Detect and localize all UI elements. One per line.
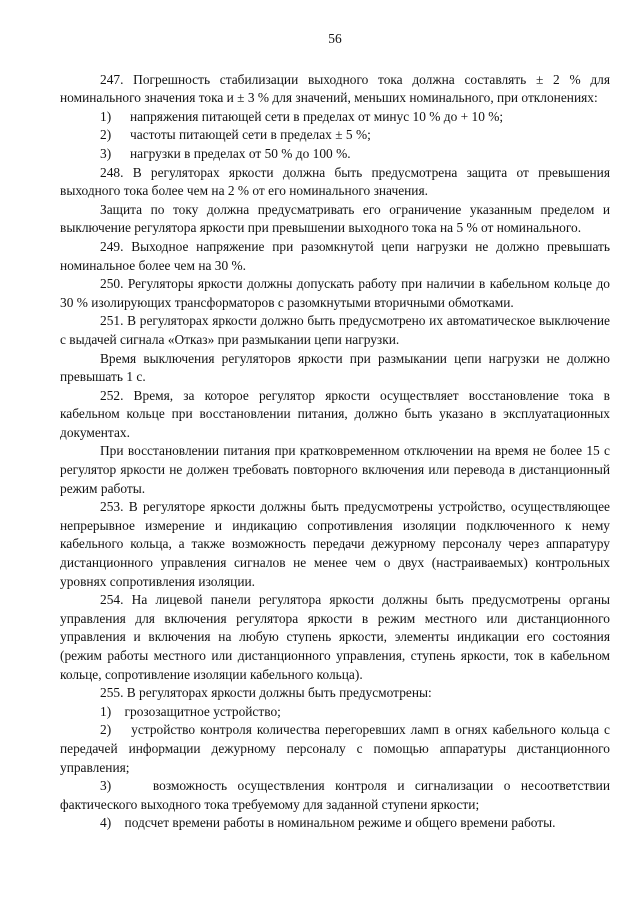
paragraph-253: 253. В регуляторе яркости должны быть предусмотрены устройство, осуществляющее непрерывное измерение и индикацию сопротивления изоляции подключенного к нему кабельного кольца, а также возможность передачи дежурному персоналу через аппаратуру дистанционного управления сигналов не менее чем о двух (настраиваемых) контрольных уровнях сопротивления изоляции. bbox=[60, 499, 610, 589]
list-item bbox=[60, 777, 610, 814]
document-page bbox=[60, 30, 610, 833]
list-item-text: грозозащитное устройство; bbox=[124, 703, 281, 719]
list-item bbox=[60, 814, 610, 833]
paragraph-247: 247. Погрешность стабилизации выходного тока должна составлять ± 2 % для номинального значения тока и ± 3 % для значений, меньших номинального, при отклонениях: bbox=[60, 71, 610, 106]
paragraph-248: 248. В регуляторах яркости должна быть предусмотрена защита от превышения выходного тока более чем на 2 % от его номинального значения. bbox=[60, 164, 610, 199]
list-item bbox=[60, 721, 610, 777]
paragraph-251-continued: Время выключения регуляторов яркости при размыкании цепи нагрузки не должно превышать 1 с. bbox=[60, 350, 610, 385]
list-item bbox=[60, 126, 610, 145]
list-item-number: 2) bbox=[100, 127, 112, 143]
list-item-text: напряжения питающей сети в пределах от минус 10 % до + 10 %; bbox=[130, 108, 504, 124]
list-item-text: устройство контроля количества перегоревших ламп в огнях кабельного кольца с передачей информации дежурному персоналу с помощью аппаратуры дистанционного управления; bbox=[60, 722, 611, 775]
paragraph-251: 251. В регуляторах яркости должно быть предусмотрено их автоматическое выключение с выдачей сигнала «Отказ» при размыкании цепи нагрузки. bbox=[60, 313, 610, 347]
list-item bbox=[60, 108, 610, 127]
list-item-text: подсчет времени работы в номинальном режиме и общего времени работы. bbox=[124, 815, 556, 831]
list-item-number: 1) bbox=[100, 703, 112, 719]
paragraph-250: 250. Регуляторы яркости должны допускать работу при наличии в кабельном кольце до 30 % изолирующих трансформаторов с разомкнутыми вторичными обмотками. bbox=[60, 276, 610, 310]
list-item-number: 4) bbox=[100, 815, 112, 831]
list-item bbox=[60, 145, 610, 164]
paragraph-252: 252. Время, за которое регулятор яркости осуществляет восстановление тока в кабельном кольце при восстановлении питания, должно быть указано в эксплуатационных документах. bbox=[60, 387, 610, 440]
paragraph-252-continued: При восстановлении питания при кратковременном отключении на время не более 15 с регулятор яркости не должен требовать повторного включения или перевода в дистанционный режим работы. bbox=[60, 443, 610, 496]
list-item-text: нагрузки в пределах от 50 % до 100 %. bbox=[130, 145, 351, 161]
paragraph-249: 249. Выходное напряжение при разомкнутой цепи нагрузки не должно превышать номинальное более чем на 30 %. bbox=[60, 238, 610, 273]
paragraph-254: 254. На лицевой панели регулятора яркости должны быть предусмотрены органы управления для включения регулятора яркости в режим местного или дистанционного управления и включения на любую ступень яркости, элементы индикации его состояния (режим работы местного или дистанционного управления, ступень яркости, ток в кабельном кольце, сопротивление изоляции кабельного кольца). bbox=[60, 592, 610, 682]
list-item-number: 3) bbox=[100, 778, 112, 794]
list-item bbox=[60, 703, 610, 722]
list-item-number: 2) bbox=[100, 722, 112, 738]
list-item-number: 3) bbox=[100, 145, 112, 161]
list-item-text: возможность осуществления контроля и сигнализации о несоответствии фактического выходного тока требуемому для заданной ступени яркости; bbox=[60, 778, 610, 812]
list-item-text: частоты питающей сети в пределах ± 5 %; bbox=[130, 127, 371, 143]
list-item-number: 1) bbox=[100, 108, 112, 124]
paragraph-248-continued: Защита по току должна предусматривать его ограничение указанным пределом и выключение регулятора яркости при превышении выходного тока на 5 % от номинального. bbox=[60, 201, 610, 236]
paragraph-255: 255. В регуляторах яркости должны быть предусмотрены: bbox=[100, 685, 432, 701]
page-number: 56 bbox=[328, 31, 342, 46]
